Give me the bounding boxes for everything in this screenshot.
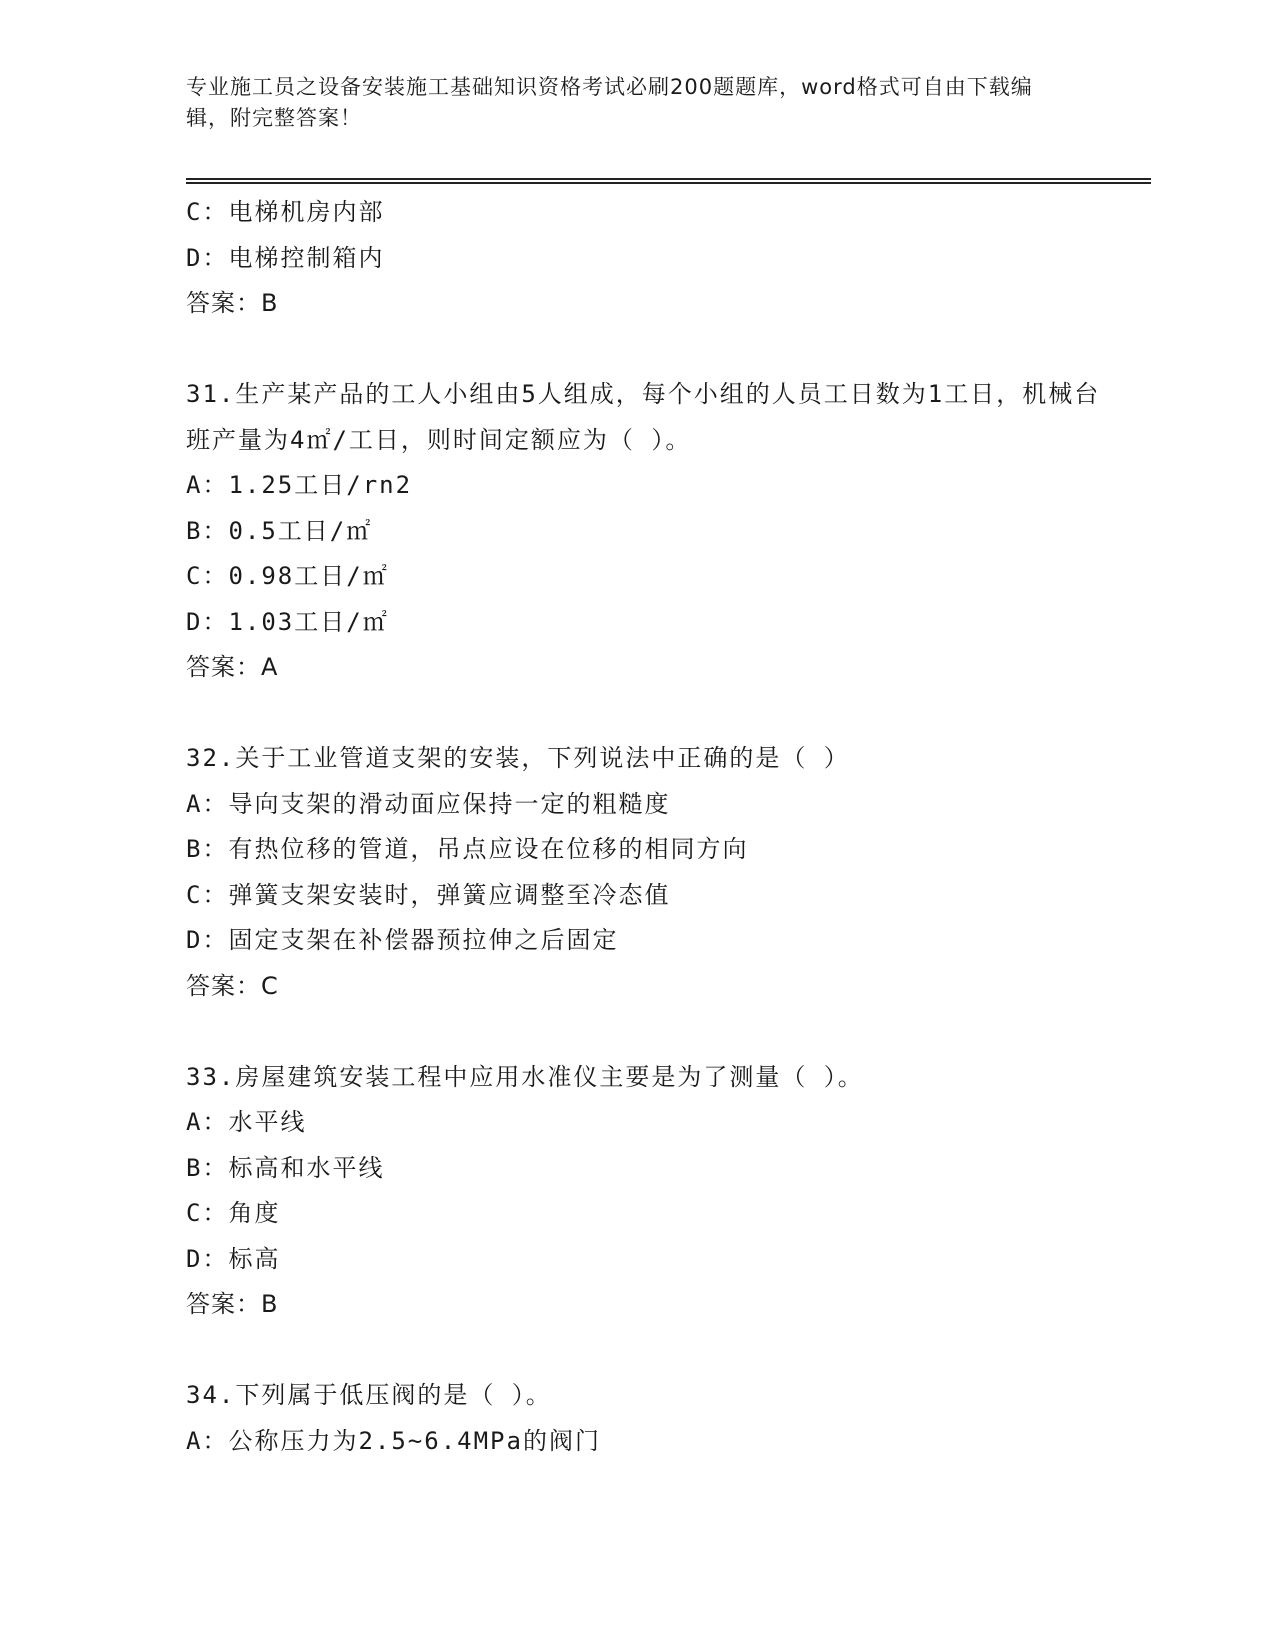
header-rule-bottom (186, 182, 1151, 184)
option-d: D：标高 (186, 1244, 281, 1273)
spacer (186, 1009, 1106, 1055)
option-c: C：弹簧支架安装时，弹簧应调整至冷态值 (186, 880, 671, 909)
question-stem: 32.关于工业管道支架的安装，下列说法中正确的是（ ） (186, 744, 850, 772)
question-stem: 33.房屋建筑安装工程中应用水准仪主要是为了测量（ ）。 (186, 1062, 864, 1091)
question-block-34 (186, 1373, 1106, 1464)
option-b: B：有热位移的管道，吊点应设在位移的相同方向 (186, 835, 749, 863)
option-a: A：导向支架的滑动面应保持一定的粗糙度 (186, 789, 671, 818)
option-d: D：1.03工日/㎡ (186, 607, 389, 636)
question-block-31 (186, 372, 1106, 691)
answer-line: 答案：B (186, 289, 279, 317)
option-a: A：1.25工日/rn2 (186, 471, 413, 499)
option-c: C：电梯机房内部 (186, 198, 385, 226)
header-rule-top (186, 178, 1151, 180)
question-block-32 (186, 736, 1106, 1009)
question-block-33 (186, 1055, 1106, 1328)
spacer (186, 1328, 1106, 1374)
option-d: D：固定支架在补偿器预拉伸之后固定 (186, 926, 619, 954)
option-d: D：电梯控制箱内 (186, 243, 385, 272)
option-b: B：标高和水平线 (186, 1153, 385, 1182)
question-stem: 31.生产某产品的工人小组由5人组成，每个小组的人员工日数为1工日，机械台班产量为4㎡/工日，则时间定额应为（ ）。 (186, 380, 1101, 454)
spacer (186, 691, 1106, 737)
spacer (186, 327, 1106, 373)
option-c: C：角度 (186, 1199, 281, 1227)
option-c: C：0.98工日/㎡ (186, 562, 389, 590)
answer-line: 答案：A (186, 653, 279, 681)
option-a: A：水平线 (186, 1108, 307, 1136)
document-header: 专业施工员之设备安装施工基础知识资格考试必刷200题题库，word格式可自由下载编辑，附完整答案！ (186, 75, 1033, 130)
question-list (186, 190, 1106, 1464)
question-stem: 34.下列属于低压阀的是（ ）。 (186, 1381, 552, 1409)
option-a: A：公称压力为2.5~6.4MPa的阀门 (186, 1426, 601, 1455)
answer-line: 答案：B (186, 1290, 279, 1318)
option-b: B：0.5工日/㎡ (186, 516, 373, 545)
question-block-prev (186, 190, 1106, 327)
answer-line: 答案：C (186, 971, 279, 1000)
